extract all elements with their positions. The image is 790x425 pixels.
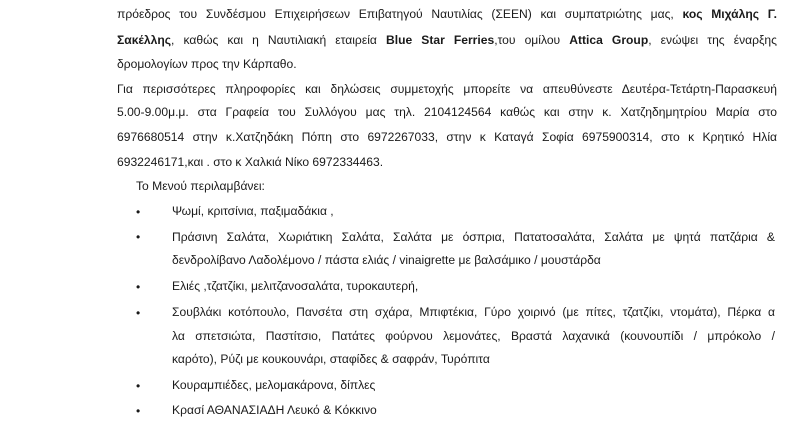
paragraph2-line1: Για περισσότερες πληροφορίες και δηλώσεις συμμετοχής μπορείτε να απευθύνεστε Δευτέρα-Τετάρτη-Παρασκευή (117, 82, 777, 96)
bold-company: Attica Group (569, 33, 649, 47)
bullet-icon (136, 230, 146, 245)
bullet-icon (136, 306, 146, 321)
paragraph2-line2: 5.00-9.00μ.μ. στα Γραφεία του Συλλόγου μας τηλ. 2104124564 καθώς και στην κ. Χατζηδημητρίου Μαρία στο (117, 105, 777, 119)
menu-item: Κουραμπιέδες, μελομακάρονα, δίπλες (172, 378, 376, 392)
text: , ενώψει της έναρξης (648, 33, 777, 47)
menu-item-continuation: καρότο), Ρύζι με κουκουνάρι, σταφίδες & σαφράν, Τυρόπιτα (172, 352, 490, 366)
text: πρόεδρος του Συνδέσμου Επιχειρήσεων Επιβατηγού Ναυτιλίας (ΣΕΕΝ) και συμπατριώτης μας, (117, 7, 683, 21)
bold-name: κος Μιχάλης Γ. (682, 7, 777, 21)
menu-item: Κρασί ΑΘΑΝΑΣΙΑΔΗ Λευκό & Κόκκινο (172, 403, 377, 417)
paragraph2-line4: 6932246171,και . στο κ Χαλκιά Νίκο 6972334463. (117, 155, 384, 169)
text: , καθώς και η Ναυτιλιακή εταιρεία (171, 33, 386, 47)
menu-item-continuation: δενδρολίβανο Λαδολέμονο / πάστα ελιάς / vinaigrette με βαλσάμικο / μουστάρδα (172, 253, 601, 267)
paragraph1-line2 (117, 33, 777, 48)
bold-company: Blue Star Ferries (385, 33, 495, 47)
bullet-icon (136, 379, 146, 394)
bullet-icon (136, 280, 146, 295)
paragraph1-line3: δρομολογίων προς την Κάρπαθο. (117, 57, 297, 71)
bold-name: Σακέλλης (117, 33, 172, 47)
menu-item-continuation: λα σπετσιώτα, Παστίτσιο, Πατάτες φούρνου λεμονάτες, Βραστά λαχανικά (κουνουπίδι / μπρόκολο / (172, 329, 775, 343)
text: ,του ομίλου (494, 33, 570, 47)
bullet-icon (136, 205, 146, 220)
menu-item: Ψωμί, κριτσίνια, παξιμαδάκια , (172, 204, 334, 218)
menu-item: Πράσινη Σαλάτα, Χωριάτικη Σαλάτα, Σαλάτα με όσπρια, Πατατοσαλάτα, Σαλάτα με ψητά πατζάρια & (172, 230, 775, 244)
menu-item: Ελιές ,τζατζίκι, μελιτζανοσαλάτα, τυροκαυτερή, (172, 279, 419, 293)
menu-item: Σουβλάκι κοτόπουλο, Πανσέτα στη σχάρα, Μπιφτέκια, Γύρο χοιρινό (με πίτες, τζατζίκι, ντομάτα), Πέρκα α (172, 305, 775, 319)
paragraph2-line3: 6976680514 στην κ.Χατζηδάκη Πόπη στο 6972267033, στην κ Καταγά Σοφία 6975900314, στο κ Κρητικό Ηλία (117, 130, 777, 144)
menu-title: Το Μενού περιλαμβάνει: (136, 179, 265, 193)
paragraph1-line1 (117, 7, 777, 22)
bullet-icon (136, 404, 146, 419)
